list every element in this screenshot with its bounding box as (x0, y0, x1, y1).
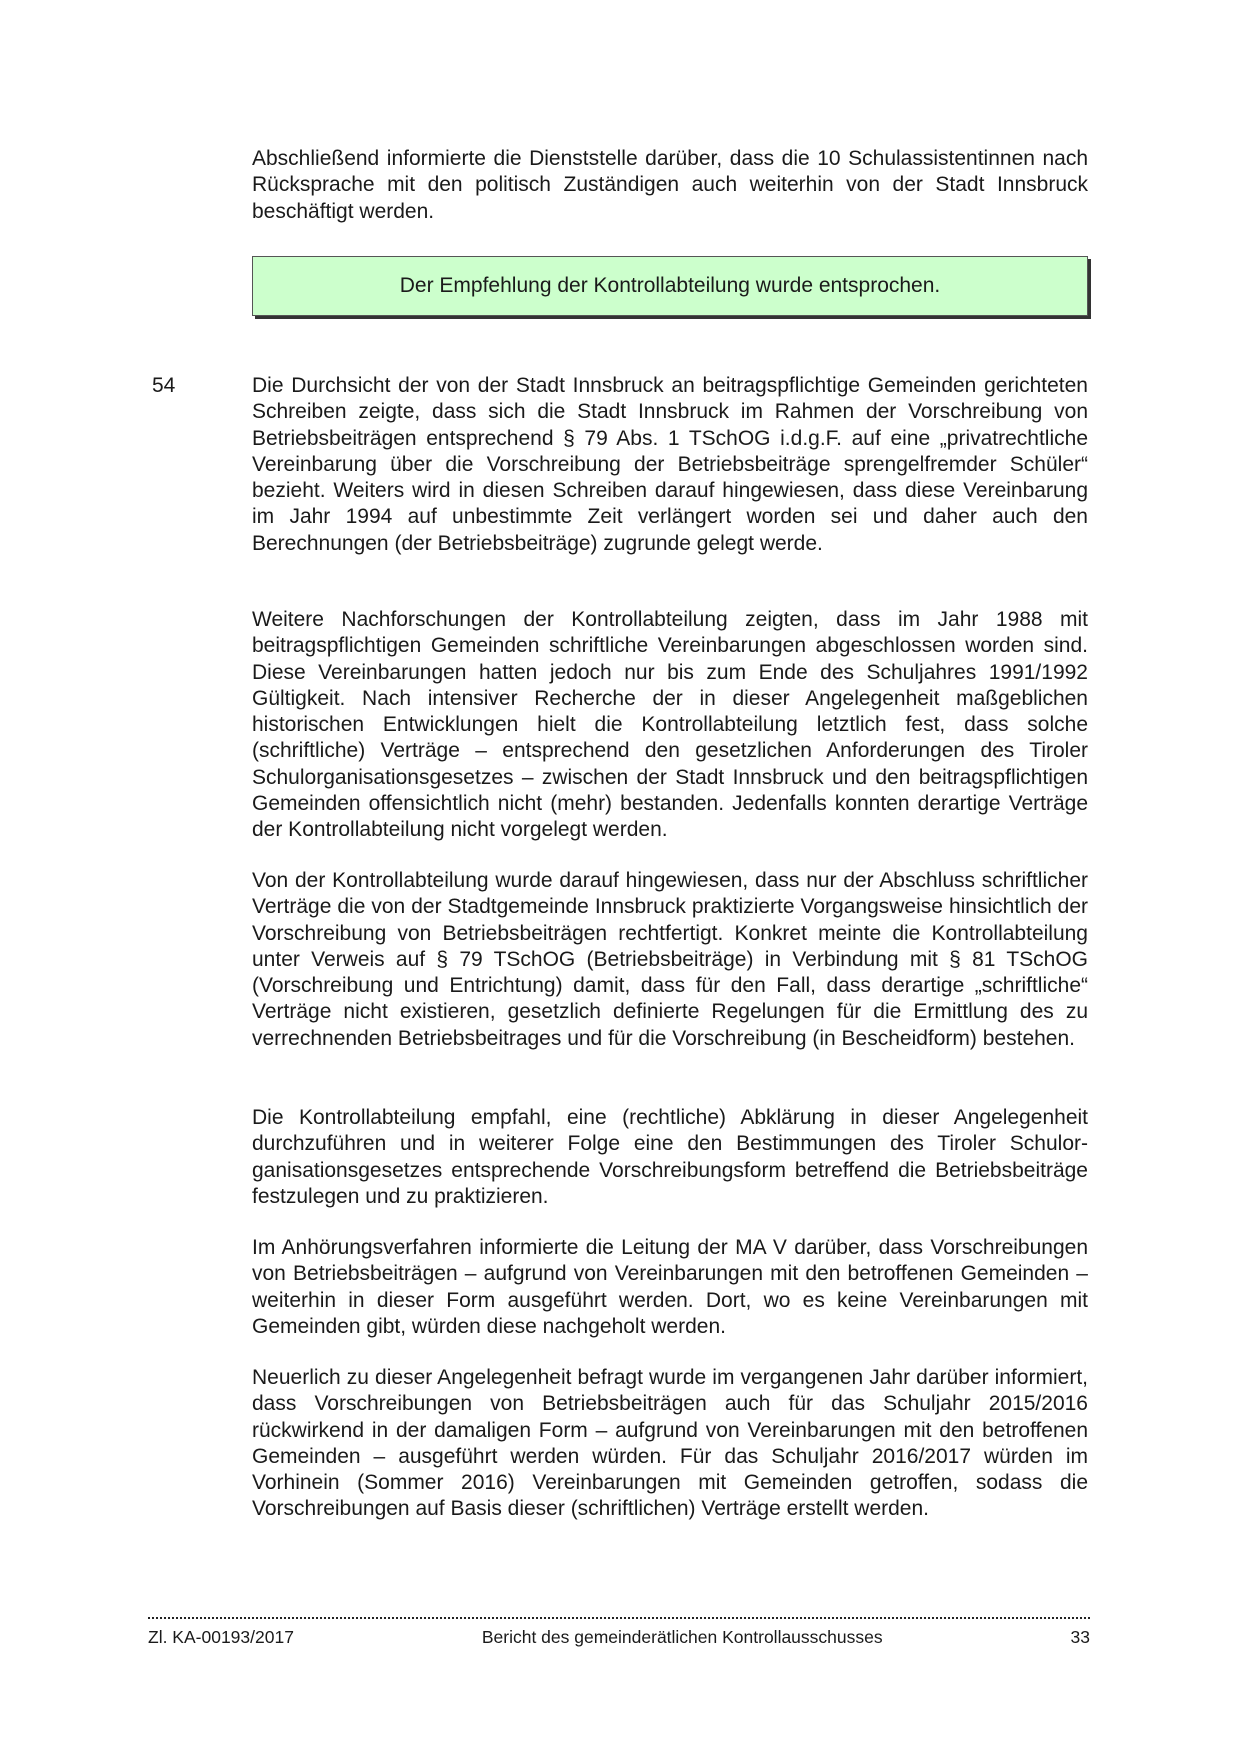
intro-paragraph: Abschließend informierte die Dienststelle darüber, dass die 10 Schulassistentinnen nach Rücksprache mit den politisch Zuständigen auch weiterhin von der Stadt Innsbruck beschäftigt werden. (252, 147, 1088, 223)
footer-page-number: 33 (1070, 1627, 1090, 1647)
section-paragraph-2: Weitere Nachforschungen der Kontrollabteilung zeigten, dass im Jahr 1988 mit beitragspflichtigen Gemeinden schriftliche Vereinbarungen abgeschlossen worden sind. Diese Vereinbarungen hatten jedoch nur bis zum Ende des Schuljahres 1991/1992 Gültigkeit. Nach intensiver Recherche der in dieser Angelegenheit maßgeblichen historischen Entwicklungen hielt die Kontrollabteilung letztlich fest, dass solche (schriftliche) Verträge – entsprechend den gesetzlichen Anforderungen des Tiroler Schulorganisationsgesetzes – zwischen der Stadt Innsbruck und den beitragspflichtigen Gemeinden offensichtlich nicht (mehr) bestanden. Jedenfalls konnten derartige Verträge der Kontrollabteilung nicht vorgelegt werden. (252, 608, 1088, 842)
section-paragraph-5: Im Anhörungsverfahren informierte die Leitung der MA V darüber, dass Vorschreibungen von Betriebsbeiträgen – aufgrund von Vereinbarungen mit den betroffenen Gemeinden – weiterhin in dieser Form ausgeführt werden. Dort, wo es keine Vereinbarungen mit Gemeinden gibt, würden diese nachgeholt werden. (252, 1236, 1088, 1338)
footer-divider (148, 1617, 1090, 1619)
section-number: 54 (152, 374, 176, 397)
page-footer (148, 1626, 1090, 1648)
section-paragraph-6: Neuerlich zu dieser Angelegenheit befragt wurde im vergangenen Jahr darüber informiert, dass Vorschreibungen von Betriebsbeiträgen auch für das Schuljahr 2015/2016 rückwirkend in der damaligen Form – aufgrund von Vereinbarungen mit den betroffenen Gemeinden – ausgeführt werden würden. Für das Schuljahr 2016/2017 würden im Vorhinein (Sommer 2016) Vereinbarungen mit Gemeinden getroffen, sodass die Vorschreibungen auf Basis dieser (schriftlichen) Verträge erstellt werden. (252, 1366, 1088, 1521)
footer-report-title: Bericht des gemeinderätlichen Kontrollausschusses (481, 1627, 883, 1647)
section-paragraph-3: Von der Kontrollabteilung wurde darauf hingewiesen, dass nur der Abschluss schriftlicher Verträge die von der Stadtgemeinde Innsbruck praktizierte Vorgangsweise hinsichtlich der Vorschreibung von Betriebsbeiträgen rechtfertigt. Konkret meinte die Kontrollabteilung unter Verweis auf § 79 TSchOG (Betriebsbeiträge) in Verbindung mit § 81 TSchOG (Vorschreibung und Entrichtung) damit, dass für den Fall, dass derartige „schriftliche“ Verträge nicht existieren, gesetzlich definierte Regelungen für die Ermittlung des zu verrechnenden Betriebsbeitrages und für die Vorschreibung (in Bescheidform) bestehen. (252, 869, 1088, 1050)
footer-reference: Zl. KA-00193/2017 (148, 1627, 294, 1647)
recommendation-result-text: Der Empfehlung der Kontrollabteilung wurde entsprochen. (399, 274, 941, 297)
section-paragraph-1: Die Durchsicht der von der Stadt Innsbruck an beitragspflichtige Gemeinden gerichteten Schreiben zeigte, dass sich die Stadt Innsbruck im Rahmen der Vorschreibung von Betriebsbeiträgen entsprechend § 79 Abs. 1 TSchOG i.d.g.F. auf eine „privatrechtliche Vereinbarung über die Vorschreibung der Betriebsbeiträge sprengelfremder Schüler“ bezieht. Weiters wird in diesen Schreiben darauf hingewiesen, dass diese Vereinbarung im Jahr 1994 auf unbestimmte Zeit verlängert worden sei und daher auch den Berechnungen (der Betriebsbeiträge) zugrunde gelegt werde. (252, 374, 1088, 555)
section-paragraph-4: Die Kontrollabteilung empfahl, eine (rechtliche) Abklärung in dieser Angelegenheit durchzuführen und in weiterer Folge eine den Bestimmungen des Tiroler Schulorganisationsgesetzes entsprechende Vorschreibungsform betreffend die Betriebsbeiträge festzulegen und zu praktizieren. (252, 1106, 1088, 1208)
recommendation-result-box (252, 256, 1088, 316)
